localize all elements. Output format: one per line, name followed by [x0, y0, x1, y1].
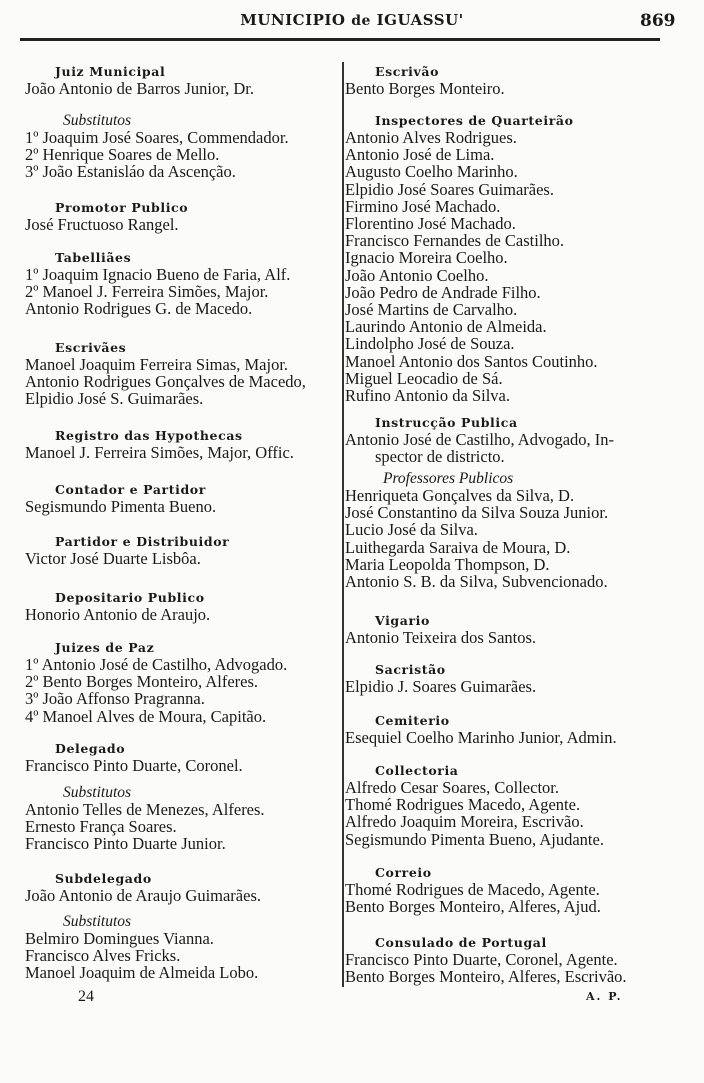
section-heading: Cemiterio	[375, 713, 450, 728]
entry-line: Miguel Leocadio de Sá.	[345, 368, 503, 388]
entry-line: João Antonio de Araujo Guimarães.	[25, 886, 261, 905]
section	[345, 414, 614, 465]
section-heading: Inspectores de Quarteirão	[375, 113, 574, 128]
entry-line: Segismundo Pimenta Bueno.	[25, 497, 217, 516]
entry-line: 4º Manoel Alves de Moura, Capitão.	[25, 706, 267, 726]
section-heading: Consulado de Portugal	[375, 935, 547, 950]
entry-line: João Pedro de Andrade Filho.	[345, 282, 541, 302]
section-heading: Subdelegado	[55, 871, 152, 886]
entry-line: Antonio Rodrigues Gonçalves de Macedo,	[25, 372, 306, 392]
entry-line: Florentino José Machado.	[345, 214, 516, 234]
section-heading: Substitutos	[63, 913, 132, 930]
section-heading: Correio	[375, 865, 432, 880]
section-heading: Juiz Municipal	[55, 64, 166, 79]
header-rule	[20, 38, 660, 41]
entry-line: Alfredo Joaquim Moreira, Escrivão.	[345, 812, 584, 832]
entry-line: Manoel J. Ferreira Simões, Major, Offic.	[25, 443, 294, 462]
entry-line: Alfredo Cesar Soares, Collector.	[345, 778, 559, 797]
section-heading: Contador e Partidor	[55, 482, 206, 497]
section-heading: Partidor e Distribuidor	[55, 534, 230, 549]
title-iguassu: IGUASSU'	[376, 11, 464, 29]
section	[345, 112, 598, 404]
section-heading: Escrivão	[375, 64, 440, 79]
entry-line: Antonio Rodrigues G. de Macedo.	[25, 299, 253, 319]
entry-line: Antonio Teixeira dos Santos.	[345, 628, 537, 647]
section-heading: Vigario	[375, 613, 430, 628]
entry-line: Honorio Antonio de Araujo.	[25, 605, 211, 624]
entry-line: Manoel Antonio dos Santos Coutinho.	[345, 351, 598, 371]
entry-line: Rufino Antonio da Silva.	[345, 386, 510, 406]
section-heading: Collectoria	[375, 763, 459, 778]
entry-line: 2º Bento Borges Monteiro, Alferes.	[25, 672, 259, 692]
entry-line: Bento Borges Monteiro.	[345, 79, 505, 98]
entry-line: Segismundo Pimenta Bueno, Ajudante.	[345, 829, 604, 849]
entry-line: Francisco Alves Fricks.	[25, 946, 181, 966]
entry-line: José Martins de Carvalho.	[345, 300, 518, 320]
section	[25, 481, 216, 515]
signature-number: 24	[78, 988, 94, 1005]
section	[25, 199, 188, 233]
entry-line: José Fructuoso Rangel.	[25, 215, 179, 234]
entry-line: Maria Leopolda Thompson, D.	[345, 554, 550, 574]
entry-line: João Antonio Coelho.	[345, 265, 489, 285]
entry-line: Antonio José de Castilho, Advogado, In-	[345, 430, 615, 449]
entry-line: 1º Joaquim José Soares, Commendador.	[25, 128, 289, 147]
entry-line: spector de districto.	[375, 447, 505, 467]
entry-line: Francisco Pinto Duarte, Coronel, Agente.	[345, 950, 618, 969]
printer-initials: A. P.	[586, 990, 623, 1003]
entry-line: João Antonio de Barros Junior, Dr.	[25, 79, 254, 98]
entry-line: 1º Antonio José de Castilho, Advogado.	[25, 655, 288, 674]
entry-line: Antonio Telles de Menezes, Alferes.	[25, 800, 265, 819]
section-heading: Sacristão	[375, 662, 446, 677]
entry-line: 1º Joaquim Ignacio Bueno de Faria, Alf.	[25, 265, 291, 284]
entry-line: Esequiel Coelho Marinho Junior, Admin.	[345, 728, 617, 747]
section-heading: Substitutos	[63, 112, 132, 129]
entry-line: Antonio José de Lima.	[345, 145, 495, 165]
page-number: 869	[640, 11, 676, 31]
section	[25, 639, 287, 725]
entry-line: 2º Henrique Soares de Mello.	[25, 145, 220, 165]
entry-line: Thomé Rodrigues Macedo, Agente.	[345, 795, 581, 815]
section	[25, 870, 261, 904]
entry-line: Ignacio Moreira Coelho.	[345, 248, 508, 268]
entry-line: Augusto Coelho Marinho.	[345, 162, 518, 182]
section-heading: Substitutos	[63, 784, 132, 801]
section	[25, 427, 294, 461]
entry-line: Ernesto França Soares.	[25, 817, 177, 837]
section-heading: Professores Publicos	[383, 470, 514, 487]
entry-line: Elpidio José Soares Guimarães.	[345, 179, 554, 199]
entry-line: Victor José Duarte Lisbôa.	[25, 549, 201, 568]
section	[25, 913, 258, 982]
section	[25, 740, 243, 774]
entry-line: Francisco Fernandes de Castilho.	[345, 231, 565, 251]
entry-line: Firmino José Machado.	[345, 196, 501, 216]
entry-line: Henriqueta Gonçalves da Silva, D.	[345, 486, 575, 505]
entry-line: Antonio Alves Rodrigues.	[345, 128, 517, 147]
section	[345, 63, 505, 97]
section	[345, 470, 608, 590]
entry-line: Francisco Pinto Duarte, Coronel.	[25, 756, 243, 775]
entry-line: Lindolpho José de Souza.	[345, 334, 515, 354]
entry-line: Manoel Joaquim Ferreira Simas, Major.	[25, 355, 289, 374]
section	[345, 762, 604, 848]
section-heading: Juizes de Paz	[55, 640, 155, 655]
section	[345, 612, 536, 646]
entry-line: Elpidio José S. Guimarães.	[25, 389, 204, 409]
section	[25, 249, 290, 318]
section	[25, 63, 254, 97]
section	[25, 533, 229, 567]
title-de: de	[351, 13, 371, 29]
title-municipio: MUNICIPIO	[240, 11, 346, 29]
entry-line: Bento Borges Monteiro, Alferes, Ajud.	[345, 897, 601, 917]
section-heading: Escrivães	[55, 340, 127, 355]
section	[25, 589, 210, 623]
entry-line: Bento Borges Monteiro, Alferes, Escrivão.	[345, 967, 627, 987]
page-running-title	[0, 11, 704, 29]
section	[25, 339, 306, 408]
entry-line: Lucio José da Silva.	[345, 520, 478, 540]
section-heading: Promotor Publico	[55, 200, 189, 215]
entry-line: 3º João Estanisláo da Ascenção.	[25, 162, 236, 182]
entry-line: Belmiro Domingues Vianna.	[25, 929, 214, 948]
section	[345, 934, 627, 985]
entry-line: 2º Manoel J. Ferreira Simões, Major.	[25, 282, 269, 302]
entry-line: José Constantino da Silva Souza Junior.	[345, 503, 609, 523]
entry-line: Elpidio J. Soares Guimarães.	[345, 677, 537, 696]
entry-line: Francisco Pinto Duarte Junior.	[25, 834, 226, 854]
entry-line: Thomé Rodrigues de Macedo, Agente.	[345, 880, 600, 899]
section-heading: Instrucção Publica	[375, 415, 518, 430]
section-heading: Registro das Hypothecas	[55, 428, 243, 443]
section	[345, 712, 617, 746]
entry-line: Luithegarda Saraiva de Moura, D.	[345, 537, 571, 557]
entry-line: Laurindo Antonio de Almeida.	[345, 317, 547, 337]
section	[345, 661, 536, 695]
section	[345, 864, 601, 915]
section-heading: Depositario Publico	[55, 590, 205, 605]
column-divider	[342, 62, 344, 987]
entry-line: Antonio S. B. da Silva, Subvencionado.	[345, 572, 608, 592]
section	[25, 784, 265, 853]
entry-line: Manoel Joaquim de Almeida Lobo.	[25, 963, 259, 983]
section	[25, 112, 289, 181]
entry-line: 3º João Affonso Pragranna.	[25, 689, 205, 709]
section-heading: Delegado	[55, 741, 126, 756]
section-heading: Tabelliães	[55, 250, 132, 265]
